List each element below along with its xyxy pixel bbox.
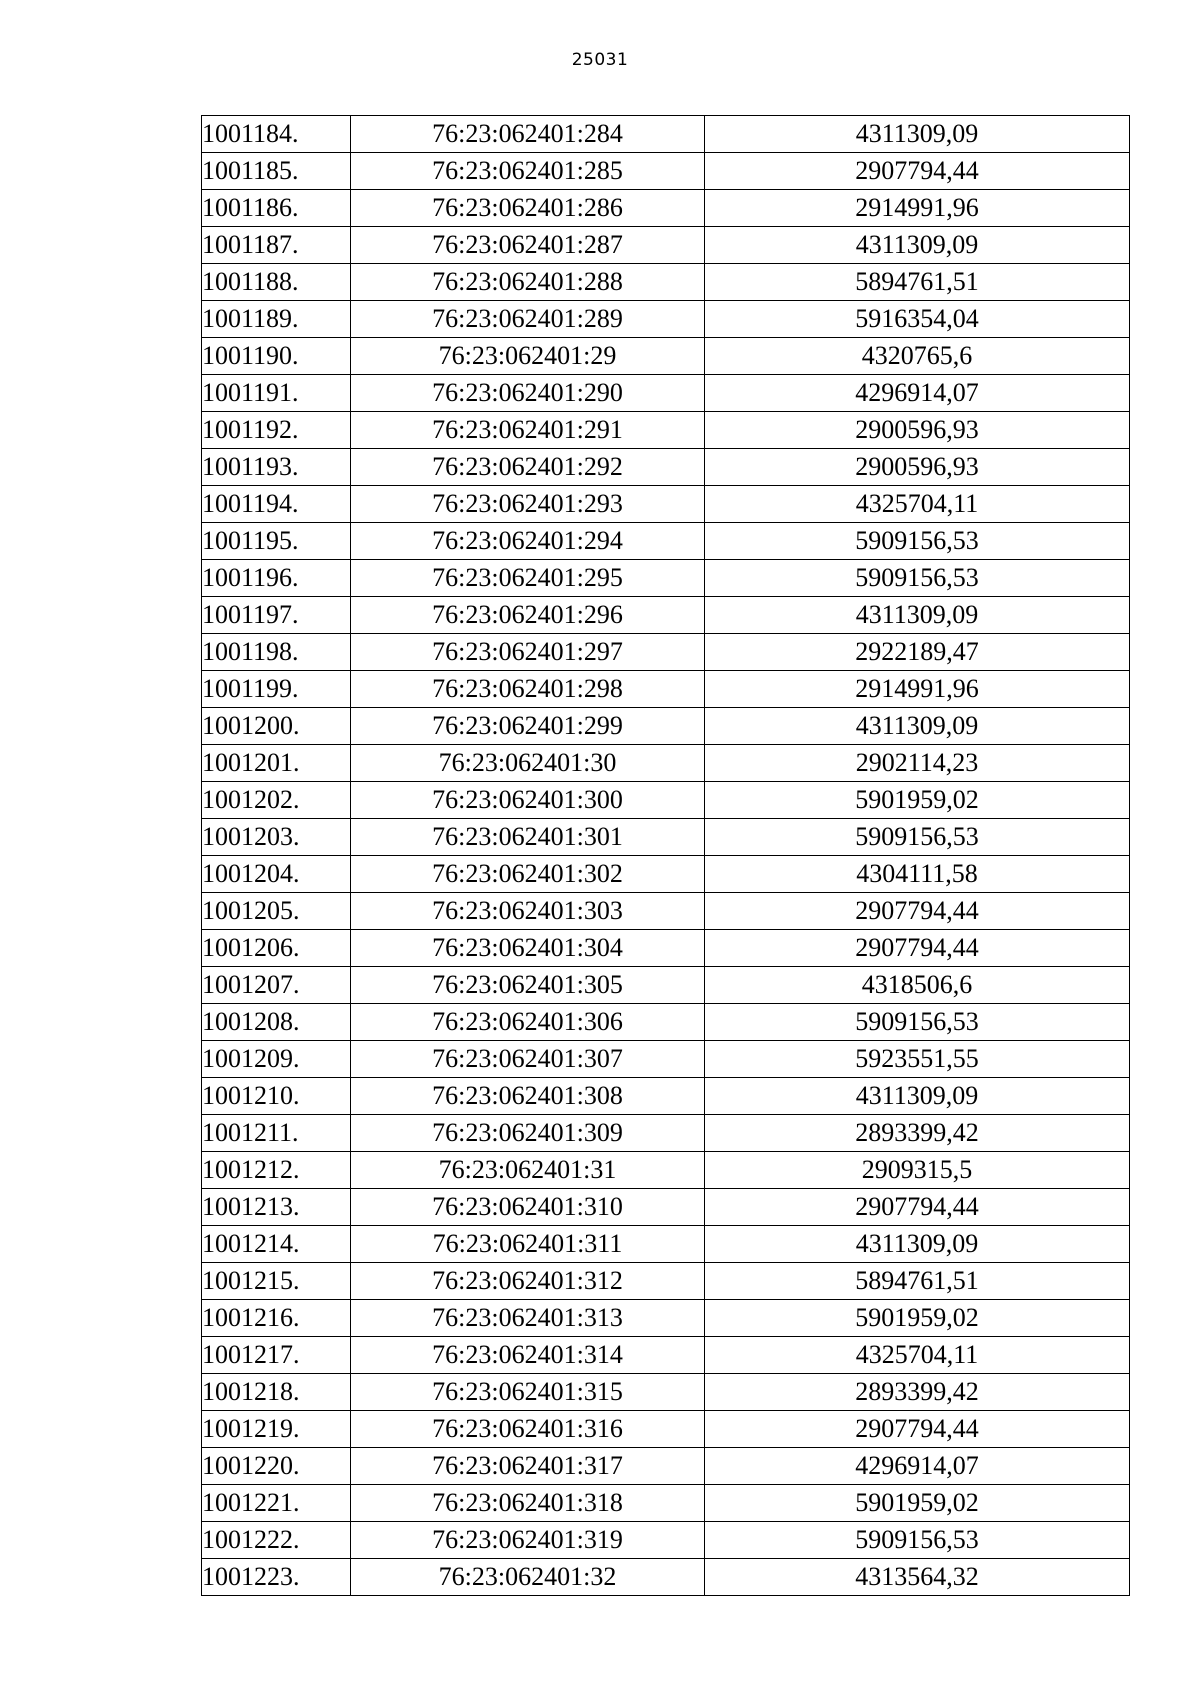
table-row (202, 301, 1130, 338)
page-number: 25031 (571, 50, 629, 70)
table-row (202, 782, 1130, 819)
cadastral-number-cell: 76:23:062401:298 (351, 671, 705, 708)
row-number-cell: 1001186. (202, 190, 351, 227)
table-row (202, 560, 1130, 597)
cadastral-value-cell: 5909156,53 (705, 1522, 1130, 1559)
row-number-cell: 1001187. (202, 227, 351, 264)
cadastral-number-cell: 76:23:062401:289 (351, 301, 705, 338)
table-row (202, 412, 1130, 449)
cadastral-number-cell: 76:23:062401:299 (351, 708, 705, 745)
table-row (202, 1078, 1130, 1115)
cadastral-number-cell: 76:23:062401:285 (351, 153, 705, 190)
cadastral-number-cell: 76:23:062401:319 (351, 1522, 705, 1559)
row-number-cell: 1001199. (202, 671, 351, 708)
cadastral-number-cell: 76:23:062401:32 (351, 1559, 705, 1596)
cadastral-value-cell: 2907794,44 (705, 153, 1130, 190)
cadastral-number-cell: 76:23:062401:310 (351, 1189, 705, 1226)
cadastral-value-cell: 5894761,51 (705, 264, 1130, 301)
row-number-cell: 1001203. (202, 819, 351, 856)
cadastral-value-cell: 2893399,42 (705, 1374, 1130, 1411)
cadastral-number-cell: 76:23:062401:290 (351, 375, 705, 412)
cadastral-number-cell: 76:23:062401:311 (351, 1226, 705, 1263)
cadastral-value-cell: 4311309,09 (705, 116, 1130, 153)
row-number-cell: 1001200. (202, 708, 351, 745)
table-row (202, 1300, 1130, 1337)
cadastral-number-cell: 76:23:062401:313 (351, 1300, 705, 1337)
table-row (202, 819, 1130, 856)
cadastral-number-cell: 76:23:062401:315 (351, 1374, 705, 1411)
table-row (202, 153, 1130, 190)
table-row (202, 671, 1130, 708)
row-number-cell: 1001184. (202, 116, 351, 153)
cadastral-number-cell: 76:23:062401:317 (351, 1448, 705, 1485)
table-row (202, 190, 1130, 227)
row-number-cell: 1001201. (202, 745, 351, 782)
cadastral-number-cell: 76:23:062401:297 (351, 634, 705, 671)
cadastral-number-cell: 76:23:062401:304 (351, 930, 705, 967)
cadastral-value-cell: 5909156,53 (705, 560, 1130, 597)
table-row (202, 1374, 1130, 1411)
cadastral-number-cell: 76:23:062401:284 (351, 116, 705, 153)
row-number-cell: 1001198. (202, 634, 351, 671)
row-number-cell: 1001221. (202, 1485, 351, 1522)
cadastral-number-cell: 76:23:062401:286 (351, 190, 705, 227)
cadastral-value-cell: 2893399,42 (705, 1115, 1130, 1152)
table-body (202, 116, 1130, 1596)
row-number-cell: 1001197. (202, 597, 351, 634)
table-row (202, 486, 1130, 523)
cadastral-value-cell: 5901959,02 (705, 1485, 1130, 1522)
table-row (202, 1226, 1130, 1263)
table-row (202, 449, 1130, 486)
cadastral-value-cell: 4325704,11 (705, 1337, 1130, 1374)
table-row (202, 1152, 1130, 1189)
cadastral-value-cell: 2907794,44 (705, 930, 1130, 967)
cadastral-number-cell: 76:23:062401:303 (351, 893, 705, 930)
cadastral-value-cell: 5909156,53 (705, 819, 1130, 856)
cadastral-value-cell: 2907794,44 (705, 1411, 1130, 1448)
cadastral-number-cell: 76:23:062401:316 (351, 1411, 705, 1448)
cadastral-number-cell: 76:23:062401:294 (351, 523, 705, 560)
cadastral-value-cell: 2900596,93 (705, 449, 1130, 486)
row-number-cell: 1001210. (202, 1078, 351, 1115)
cadastral-number-cell: 76:23:062401:296 (351, 597, 705, 634)
cadastral-value-cell: 4311309,09 (705, 708, 1130, 745)
row-number-cell: 1001188. (202, 264, 351, 301)
cadastral-value-cell: 2909315,5 (705, 1152, 1130, 1189)
row-number-cell: 1001223. (202, 1559, 351, 1596)
cadastral-number-cell: 76:23:062401:301 (351, 819, 705, 856)
cadastral-value-cell: 5894761,51 (705, 1263, 1130, 1300)
cadastral-value-cell: 4296914,07 (705, 1448, 1130, 1485)
cadastral-value-cell: 5909156,53 (705, 1004, 1130, 1041)
row-number-cell: 1001218. (202, 1374, 351, 1411)
table-row (202, 967, 1130, 1004)
cadastral-number-cell: 76:23:062401:318 (351, 1485, 705, 1522)
row-number-cell: 1001205. (202, 893, 351, 930)
table-row (202, 893, 1130, 930)
cadastral-number-cell: 76:23:062401:31 (351, 1152, 705, 1189)
cadastral-number-cell: 76:23:062401:305 (351, 967, 705, 1004)
cadastral-value-cell: 5901959,02 (705, 1300, 1130, 1337)
cadastral-value-cell: 5923551,55 (705, 1041, 1130, 1078)
cadastral-value-cell: 2900596,93 (705, 412, 1130, 449)
cadastral-value-table (201, 115, 1130, 1596)
table-row (202, 1115, 1130, 1152)
cadastral-value-cell: 2902114,23 (705, 745, 1130, 782)
row-number-cell: 1001185. (202, 153, 351, 190)
cadastral-value-cell: 2922189,47 (705, 634, 1130, 671)
cadastral-value-cell: 2907794,44 (705, 893, 1130, 930)
table-row (202, 1263, 1130, 1300)
table-row (202, 1448, 1130, 1485)
cadastral-number-cell: 76:23:062401:295 (351, 560, 705, 597)
table-row (202, 264, 1130, 301)
row-number-cell: 1001213. (202, 1189, 351, 1226)
row-number-cell: 1001222. (202, 1522, 351, 1559)
cadastral-number-cell: 76:23:062401:307 (351, 1041, 705, 1078)
table-row (202, 1411, 1130, 1448)
cadastral-number-cell: 76:23:062401:312 (351, 1263, 705, 1300)
cadastral-value-cell: 4311309,09 (705, 1078, 1130, 1115)
cadastral-number-cell: 76:23:062401:291 (351, 412, 705, 449)
row-number-cell: 1001204. (202, 856, 351, 893)
cadastral-number-cell: 76:23:062401:30 (351, 745, 705, 782)
table-row (202, 338, 1130, 375)
row-number-cell: 1001212. (202, 1152, 351, 1189)
table-row (202, 1485, 1130, 1522)
table-row (202, 708, 1130, 745)
cadastral-value-cell: 4311309,09 (705, 227, 1130, 264)
table-row (202, 930, 1130, 967)
row-number-cell: 1001219. (202, 1411, 351, 1448)
cadastral-number-cell: 76:23:062401:309 (351, 1115, 705, 1152)
table-row (202, 1559, 1130, 1596)
row-number-cell: 1001196. (202, 560, 351, 597)
table-row (202, 523, 1130, 560)
row-number-cell: 1001206. (202, 930, 351, 967)
cadastral-value-cell: 5901959,02 (705, 782, 1130, 819)
cadastral-number-cell: 76:23:062401:300 (351, 782, 705, 819)
cadastral-number-cell: 76:23:062401:29 (351, 338, 705, 375)
cadastral-number-cell: 76:23:062401:292 (351, 449, 705, 486)
cadastral-value-cell: 2907794,44 (705, 1189, 1130, 1226)
row-number-cell: 1001214. (202, 1226, 351, 1263)
row-number-cell: 1001189. (202, 301, 351, 338)
cadastral-number-cell: 76:23:062401:314 (351, 1337, 705, 1374)
cadastral-number-cell: 76:23:062401:288 (351, 264, 705, 301)
row-number-cell: 1001215. (202, 1263, 351, 1300)
table-row (202, 1522, 1130, 1559)
cadastral-value-cell: 2914991,96 (705, 190, 1130, 227)
row-number-cell: 1001208. (202, 1004, 351, 1041)
table-row (202, 375, 1130, 412)
table-row (202, 745, 1130, 782)
row-number-cell: 1001211. (202, 1115, 351, 1152)
cadastral-number-cell: 76:23:062401:308 (351, 1078, 705, 1115)
cadastral-value-cell: 4325704,11 (705, 486, 1130, 523)
cadastral-value-cell: 4311309,09 (705, 597, 1130, 634)
cadastral-number-cell: 76:23:062401:302 (351, 856, 705, 893)
row-number-cell: 1001194. (202, 486, 351, 523)
row-number-cell: 1001192. (202, 412, 351, 449)
cadastral-value-cell: 2914991,96 (705, 671, 1130, 708)
cadastral-value-cell: 4304111,58 (705, 856, 1130, 893)
row-number-cell: 1001216. (202, 1300, 351, 1337)
cadastral-number-cell: 76:23:062401:287 (351, 227, 705, 264)
cadastral-value-cell: 5909156,53 (705, 523, 1130, 560)
table-row (202, 1041, 1130, 1078)
cadastral-value-cell: 4311309,09 (705, 1226, 1130, 1263)
row-number-cell: 1001190. (202, 338, 351, 375)
cadastral-number-cell: 76:23:062401:293 (351, 486, 705, 523)
table-row (202, 597, 1130, 634)
table-row (202, 634, 1130, 671)
cadastral-value-cell: 4313564,32 (705, 1559, 1130, 1596)
table-row (202, 1189, 1130, 1226)
row-number-cell: 1001209. (202, 1041, 351, 1078)
row-number-cell: 1001191. (202, 375, 351, 412)
row-number-cell: 1001195. (202, 523, 351, 560)
table-row (202, 116, 1130, 153)
row-number-cell: 1001220. (202, 1448, 351, 1485)
cadastral-value-cell: 4318506,6 (705, 967, 1130, 1004)
cadastral-value-cell: 5916354,04 (705, 301, 1130, 338)
row-number-cell: 1001207. (202, 967, 351, 1004)
cadastral-value-cell: 4320765,6 (705, 338, 1130, 375)
table-row (202, 1004, 1130, 1041)
cadastral-value-cell: 4296914,07 (705, 375, 1130, 412)
row-number-cell: 1001202. (202, 782, 351, 819)
table-row (202, 1337, 1130, 1374)
cadastral-number-cell: 76:23:062401:306 (351, 1004, 705, 1041)
row-number-cell: 1001193. (202, 449, 351, 486)
row-number-cell: 1001217. (202, 1337, 351, 1374)
table-row (202, 227, 1130, 264)
table-row (202, 856, 1130, 893)
